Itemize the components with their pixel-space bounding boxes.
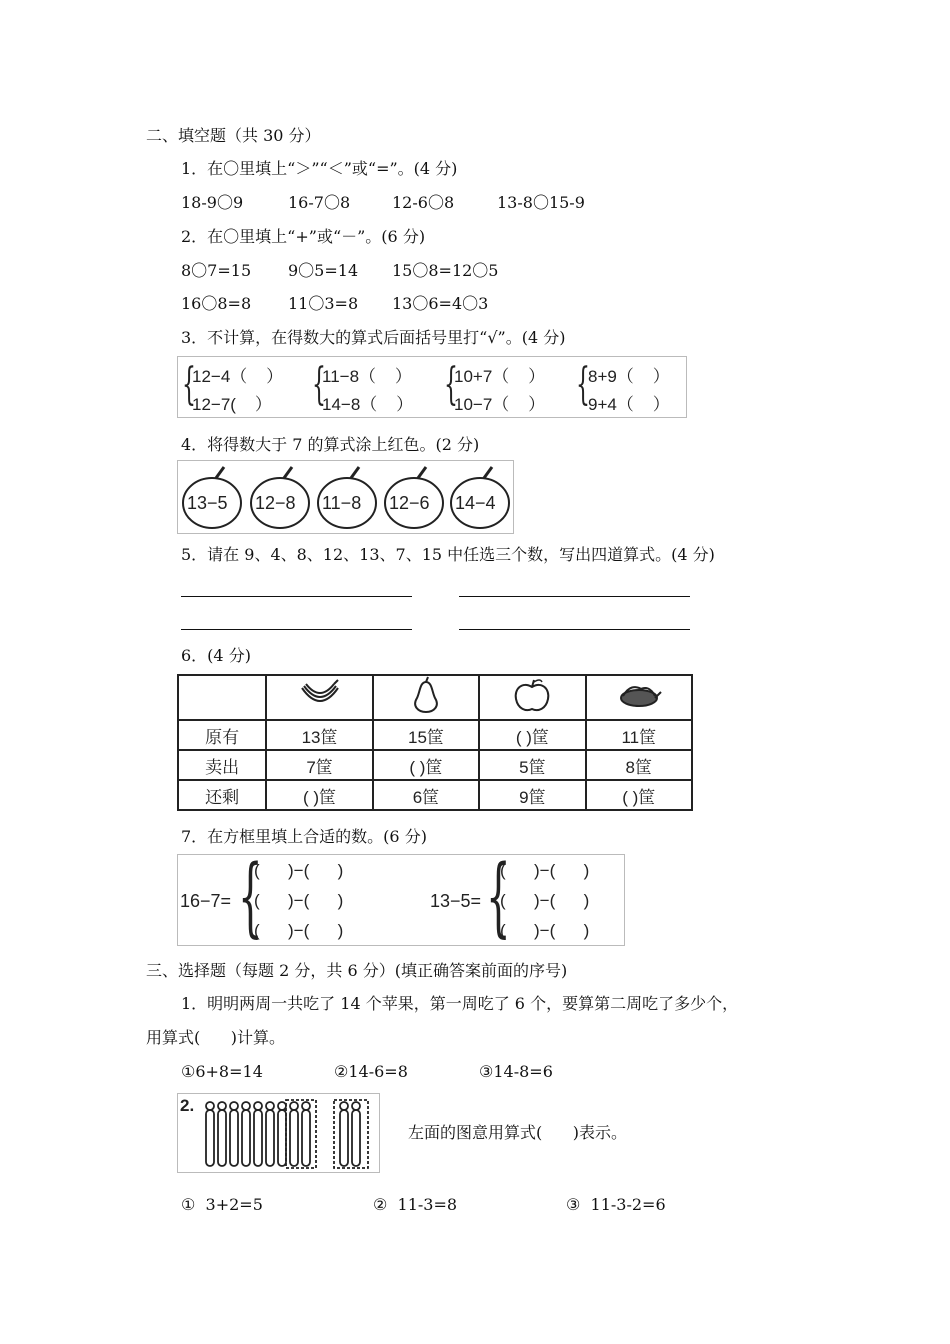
table-cell: 11筐 — [586, 720, 692, 750]
corn-icon — [586, 675, 692, 720]
apple-shape — [315, 463, 381, 531]
apple-shape — [382, 463, 448, 531]
q1-item: 18-9〇9 — [181, 193, 244, 212]
apple-shape — [248, 463, 314, 531]
q3-expr: 8+9（ ） — [588, 367, 670, 386]
table-cell: 13筐 — [266, 720, 372, 750]
q2-item: 11〇3=8 — [288, 294, 359, 313]
table-corner — [178, 675, 266, 720]
fruit-table — [177, 674, 693, 811]
q7-left-expr: 16−7= — [180, 891, 232, 911]
q3-figure — [177, 356, 687, 418]
table-cell[interactable]: ( )筐 — [586, 780, 692, 810]
row-label: 卖出 — [178, 750, 266, 780]
apple-expr: 13−5 — [187, 493, 228, 513]
q7-blank[interactable]: ( )−( ) — [500, 891, 590, 910]
row-label: 原有 — [178, 720, 266, 750]
brace-icon: { — [182, 359, 196, 410]
q7-blank[interactable]: ( )−( ) — [254, 861, 344, 880]
q4-title: 4．将得数大于 7 的算式涂上红色。(2 分) — [181, 435, 480, 454]
brace-icon: { — [576, 359, 590, 410]
table-cell: 5筐 — [479, 750, 585, 780]
section-3-title: 三、选择题（每题 2 分，共 6 分）(填正确答案前面的序号) — [146, 961, 568, 980]
apple-shape — [180, 463, 246, 531]
row-label: 还剩 — [178, 780, 266, 810]
answer-line[interactable] — [459, 629, 690, 630]
option-item[interactable]: ②14-6=8 — [334, 1062, 408, 1081]
table-cell: 9筐 — [479, 780, 585, 810]
q1-item: 16-7〇8 — [288, 193, 351, 212]
apple-shape — [448, 463, 514, 531]
answer-line[interactable] — [181, 629, 412, 630]
table-cell: 8筐 — [586, 750, 692, 780]
table-cell[interactable]: ( )筐 — [373, 750, 479, 780]
apple-icon — [479, 675, 585, 720]
table-cell: 6筐 — [373, 780, 479, 810]
option-item[interactable]: ③14-8=6 — [479, 1062, 553, 1081]
apple-expr: 14−4 — [455, 493, 496, 513]
answer-line[interactable] — [459, 596, 690, 597]
option-item[interactable]: ①6+8=14 — [181, 1062, 263, 1081]
table-cell[interactable]: ( )筐 — [266, 780, 372, 810]
answer-line[interactable] — [181, 596, 412, 597]
banana-icon — [266, 675, 372, 720]
s3-q2-text: 左面的图意用算式( )表示。 — [408, 1123, 628, 1142]
q7-blank[interactable]: ( )−( ) — [254, 891, 344, 910]
table-cell: 7筐 — [266, 750, 372, 780]
q7-title: 7．在方框里填上合适的数。(6 分) — [181, 827, 427, 846]
option-item[interactable]: ② 11-3=8 — [373, 1195, 458, 1214]
q7-blank[interactable]: ( )−( ) — [254, 921, 344, 940]
q3-title: 3．不计算，在得数大的算式后面括号里打“√”。(4 分) — [181, 328, 566, 347]
q5-title: 5．请在 9、4、8、12、13、7、15 中任选三个数，写出四道算式。(4 分) — [181, 545, 715, 564]
q7-right-expr: 13−5= — [430, 891, 482, 911]
pear-icon — [373, 675, 479, 720]
q2-title: 2．在〇里填上“+”或“－”。(6 分) — [181, 227, 426, 246]
q2-item: 9〇5=14 — [288, 261, 359, 280]
q3-expr: 12−7( ） — [192, 395, 272, 414]
q2-item: 8〇7=15 — [181, 261, 252, 280]
apple-expr: 11−8 — [322, 493, 362, 513]
q7-figure — [177, 847, 625, 947]
q7-blank[interactable]: ( )−( ) — [500, 861, 590, 880]
q3-expr: 14−8（ ） — [322, 395, 414, 414]
q1-item: 12-6〇8 — [392, 193, 455, 212]
q3-expr: 11−8（ ） — [322, 367, 412, 386]
option-item[interactable]: ③ 11-3-2=6 — [566, 1195, 666, 1214]
q2-figure — [177, 1093, 380, 1173]
table-cell: 15筐 — [373, 720, 479, 750]
sticks-figure — [202, 1098, 376, 1170]
s3-q1-line2: 用算式( )计算。 — [146, 1028, 286, 1047]
q3-expr: 10+7（ ） — [454, 367, 546, 386]
apple-expr: 12−8 — [255, 493, 296, 513]
table-cell[interactable]: ( )筐 — [479, 720, 585, 750]
q6-title: 6．(4 分) — [181, 646, 251, 665]
q2-number: 2. — [180, 1096, 195, 1115]
q2-item: 13〇6=4〇3 — [392, 294, 489, 313]
brace-icon: { — [486, 847, 511, 947]
brace-icon: { — [312, 359, 326, 410]
q1-item: 13-8〇15-9 — [497, 193, 585, 212]
brace-icon: { — [238, 847, 263, 947]
q4-figure — [177, 460, 514, 534]
section-2-title: 二、填空题（共 30 分） — [146, 126, 321, 145]
q2-item: 16〇8=8 — [181, 294, 252, 313]
option-item[interactable]: ① 3+2=5 — [181, 1195, 263, 1214]
s3-q1-line1: 1．明明两周一共吃了 14 个苹果，第一周吃了 6 个，要算第二周吃了多少个， — [181, 994, 739, 1013]
q2-item: 15〇8=12〇5 — [392, 261, 499, 280]
apple-expr: 12−6 — [389, 493, 430, 513]
q1-title: 1．在〇里填上“＞”“＜”或“=”。(4 分) — [181, 159, 458, 178]
q7-blank[interactable]: ( )−( ) — [500, 921, 590, 940]
q3-expr: 9+4（ ） — [588, 395, 670, 414]
q3-expr: 12−4（ ） — [192, 367, 284, 386]
q3-expr: 10−7（ ） — [454, 395, 546, 414]
brace-icon: { — [444, 359, 458, 410]
